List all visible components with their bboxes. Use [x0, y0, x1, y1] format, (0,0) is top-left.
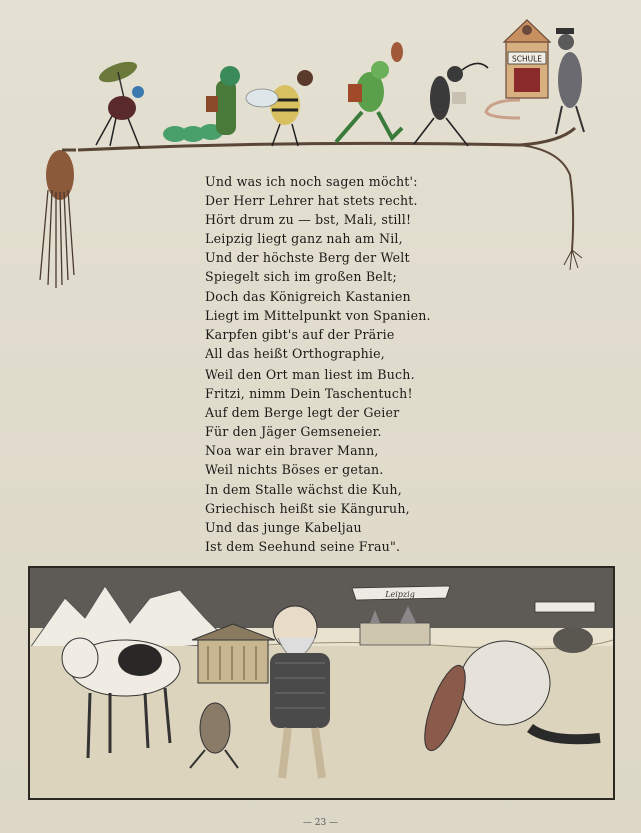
poem-line: Und der höchste Berg der Welt	[205, 250, 410, 266]
poem-line: Karpfen gibt's auf der Prärie	[205, 326, 395, 342]
bottom-illustration	[28, 566, 615, 800]
poem-line: Griechisch heißt sie Känguruh,	[205, 500, 410, 516]
poem-line: Fritzi, nimm Dein Taschentuch!	[205, 386, 413, 402]
stanza-1	[205, 172, 535, 363]
poem-line: Der Herr Lehrer hat stets recht.	[205, 193, 418, 209]
poem-line: Weil den Ort man liest im Buch.	[205, 366, 415, 382]
bug-umbrella	[96, 58, 144, 148]
right-root	[564, 250, 582, 270]
poem-line: Noa war ein braver Mann,	[205, 443, 379, 459]
poem-line: Und was ich noch sagen möcht':	[205, 174, 418, 189]
frog	[336, 42, 403, 142]
bee	[246, 70, 313, 146]
branch	[78, 128, 575, 150]
left-tassel	[40, 150, 76, 288]
school-box	[504, 20, 550, 98]
poem-line: Leipzig liegt ganz nah am Nil,	[205, 231, 403, 247]
poem-line: Hört drum zu — bst, Mali, still!	[205, 212, 412, 228]
round-rock	[553, 627, 593, 653]
poem-line: All das heißt Orthographie,	[205, 345, 386, 361]
page-number: — 23 —	[302, 818, 339, 828]
banner-text: Leipzig	[385, 590, 415, 599]
caterpillar	[163, 66, 240, 142]
poem-line: Liegt im Mittelpunkt von Spanien.	[205, 307, 431, 323]
bottom-scene	[30, 568, 613, 798]
poem-line: Doch das Königreich Kastanien	[205, 288, 411, 304]
school-sign: SCHULE	[511, 54, 543, 64]
leipzig-banner	[352, 586, 450, 600]
grasshopper	[414, 63, 488, 146]
poem-line: Auf dem Berge legt der Geier	[205, 405, 400, 421]
stanza-2	[205, 365, 535, 556]
poem-line: Spiegelt sich im großen Belt;	[205, 269, 397, 285]
teacher	[556, 28, 584, 134]
poem-line: Für den Jäger Gemseneier.	[205, 424, 382, 440]
poem	[205, 172, 535, 558]
poem-line: Und das junge Kabeljau	[205, 519, 362, 535]
poem-line: In dem Stalle wächst die Kuh,	[205, 481, 402, 497]
poem-line: Weil nichts Böses er getan.	[205, 462, 384, 478]
poem-line: Ist dem Seehund seine Frau".	[205, 538, 401, 554]
